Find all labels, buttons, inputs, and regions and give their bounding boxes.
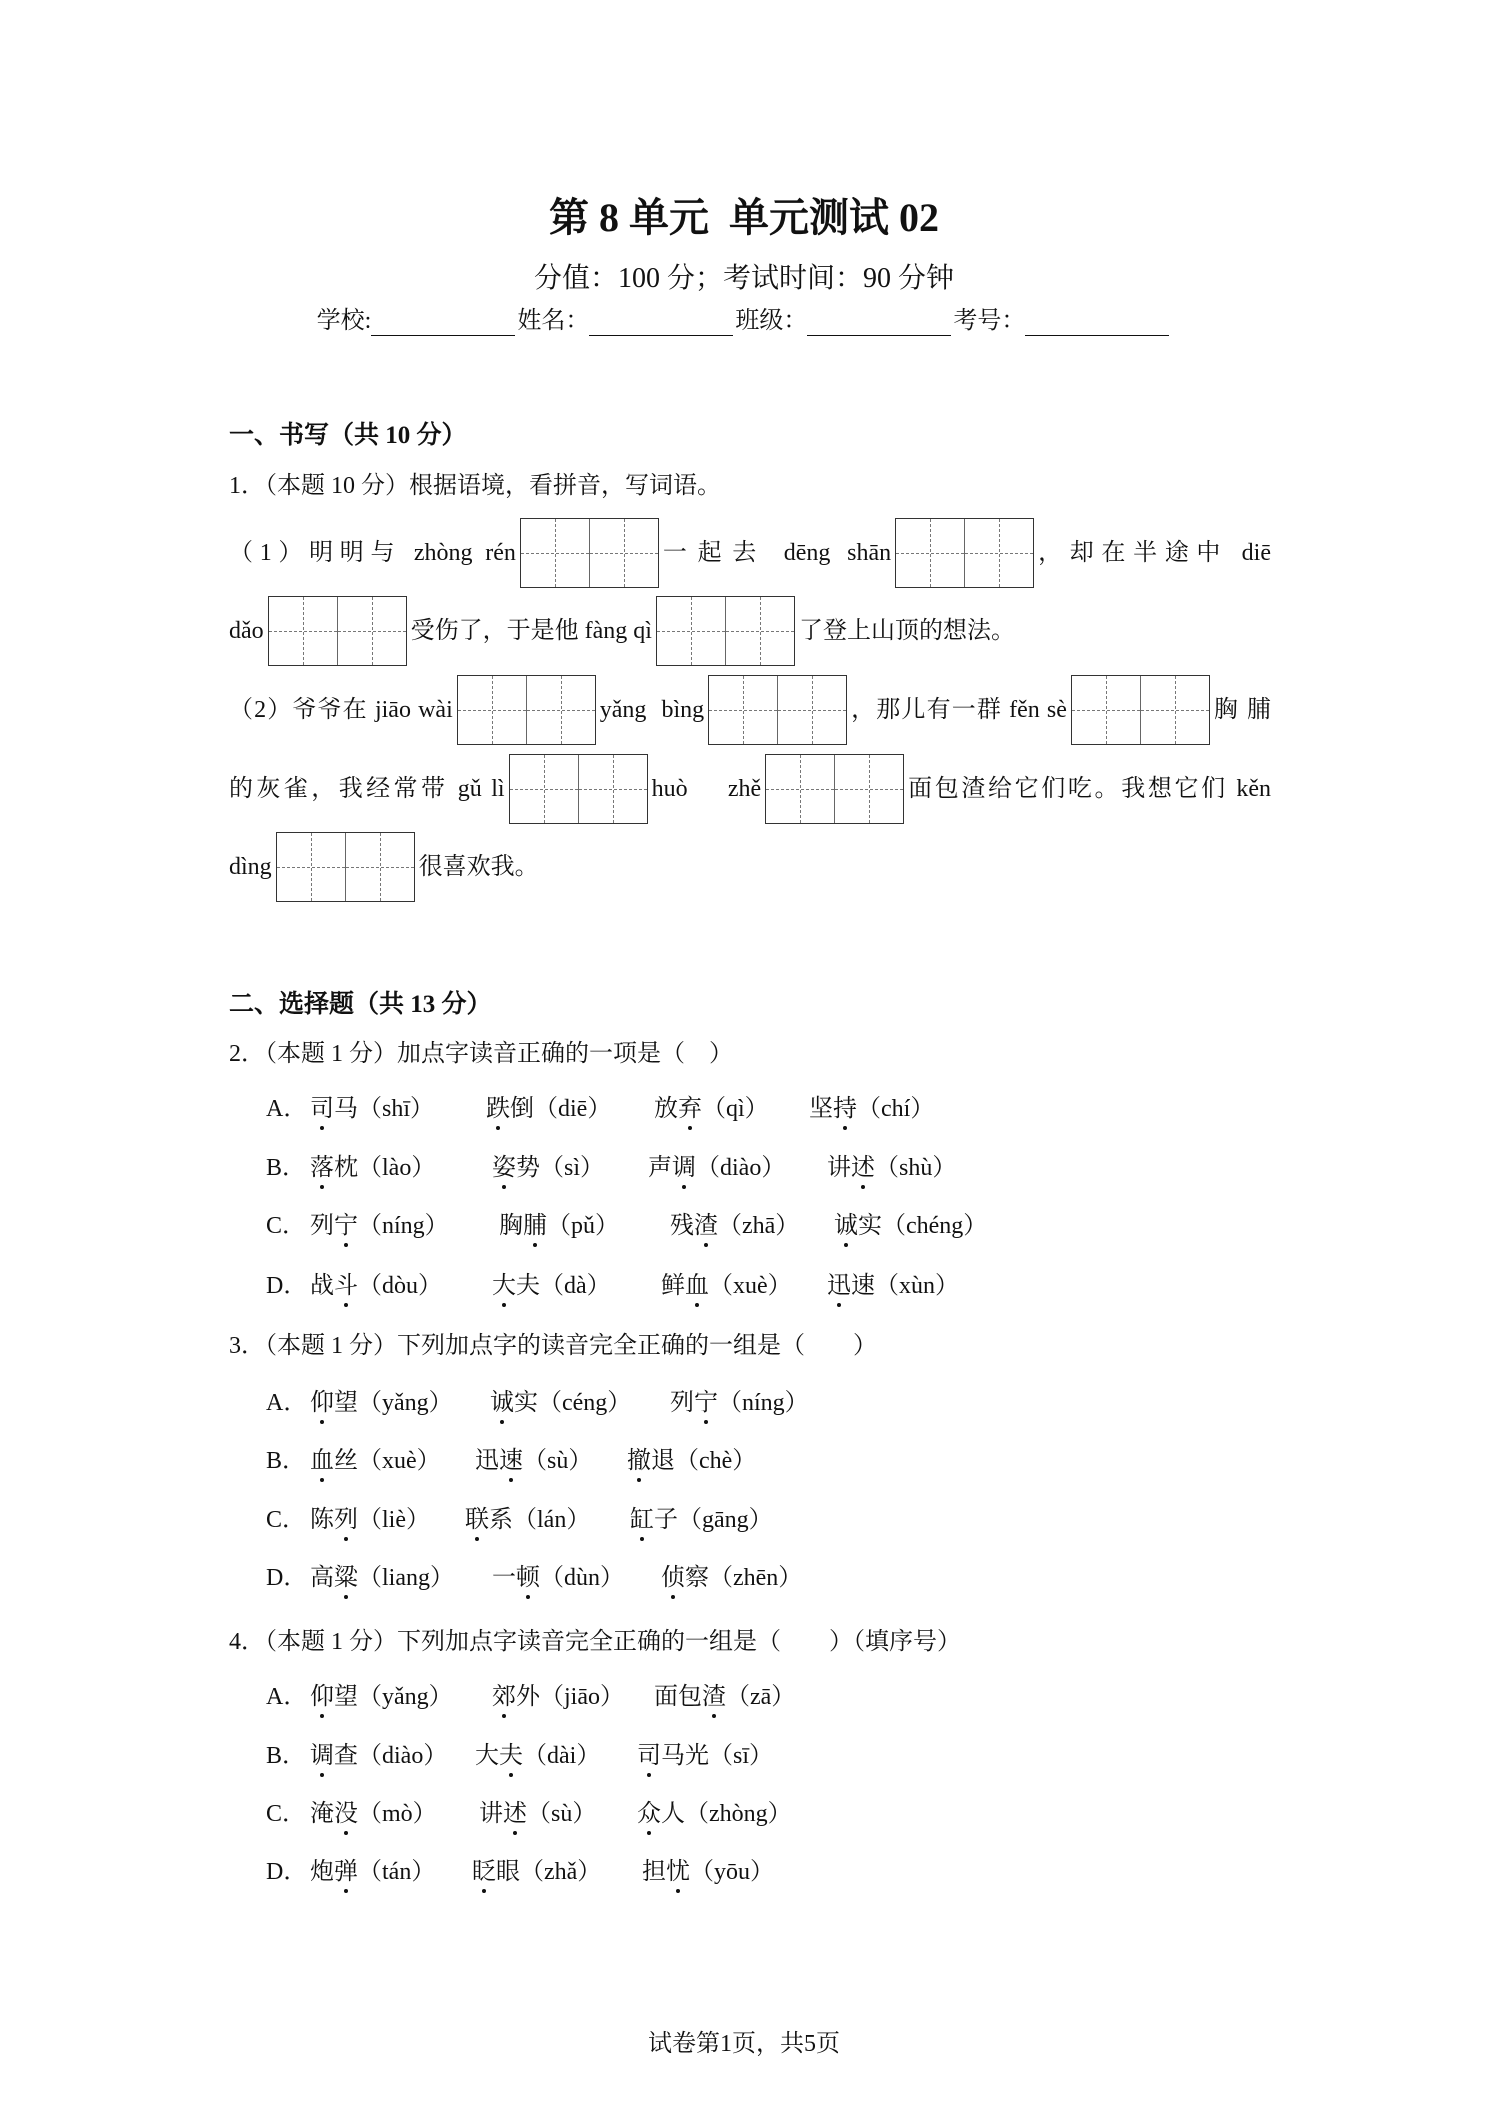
writing-cell [965, 519, 1033, 587]
option-pinyin: （zhòng） [685, 1801, 792, 1827]
option-word [637, 1740, 773, 1772]
option-word [670, 1210, 799, 1242]
writing-box [520, 518, 659, 588]
dotted-char: 仰 [310, 1681, 334, 1713]
writing-box [268, 596, 407, 666]
prompt-text: huò zhě [651, 776, 762, 802]
class-blank [807, 309, 951, 336]
dotted-char: 落 [310, 1152, 334, 1184]
question-text: 2．（本题 1 分）加点字读音正确的一项是（ ） [229, 1041, 733, 1067]
writing-line [229, 754, 1271, 824]
prompt-text: （1）明明与 zhòng rén [229, 540, 516, 566]
option-row [0, 1270, 1488, 1302]
exam-number-label: 考号： [953, 308, 1026, 334]
option-pinyin: （mò） [358, 1801, 437, 1827]
dotted-char: 述 [851, 1152, 875, 1184]
option-word [465, 1504, 590, 1536]
option-word [310, 1681, 453, 1713]
writing-cell [346, 833, 414, 901]
writing-line [229, 518, 1271, 588]
prompt-text: yǎng bìng [599, 697, 705, 723]
dotted-char: 夫 [499, 1740, 523, 1772]
page-footer: 试卷第1页，共5页 [648, 2031, 840, 2057]
dotted-char: 血 [310, 1445, 334, 1477]
dotted-char: 郊 [492, 1681, 516, 1713]
option-pinyin: （diē） [534, 1096, 612, 1122]
word-text: 望 [334, 1684, 358, 1710]
option-row [0, 1798, 1488, 1830]
word-text: 陈 [310, 1507, 334, 1533]
prompt-text: 面包渣给它们吃。我想它们 kěn [908, 776, 1272, 802]
dotted-char: 斗 [334, 1270, 358, 1302]
exam-title: 第 8 单元 单元测试 02 [549, 195, 939, 240]
option-word [475, 1445, 592, 1477]
writing-box [509, 754, 648, 824]
option-pinyin: （dà） [540, 1273, 611, 1299]
dotted-char: 联 [465, 1504, 489, 1536]
school-blank [371, 309, 515, 336]
option-word [661, 1562, 802, 1594]
option-word [654, 1093, 769, 1125]
option-pinyin: （yǎng） [358, 1684, 453, 1710]
option-word [479, 1798, 596, 1830]
option-letter: B． [266, 1448, 307, 1474]
dotted-char: 弃 [678, 1093, 702, 1125]
writing-box [1071, 675, 1210, 745]
option-pinyin: （liè） [358, 1507, 430, 1533]
dotted-char: 血 [685, 1270, 709, 1302]
option-row [0, 1562, 1488, 1594]
option-letter: C． [266, 1213, 307, 1239]
option-word [310, 1740, 447, 1772]
word-text: 列 [310, 1213, 334, 1239]
writing-cell [338, 597, 406, 665]
option-pinyin: （diào） [696, 1155, 786, 1181]
option-pinyin: （chè） [675, 1448, 757, 1474]
option-letter: C． [266, 1507, 307, 1533]
writing-cell [527, 676, 595, 744]
word-text: 速 [851, 1273, 875, 1299]
writing-cell [510, 755, 579, 823]
prompt-text: （2）爷爷在 jiāo wài [229, 697, 453, 723]
option-pinyin: （dùn） [540, 1565, 624, 1591]
writing-cell [1141, 676, 1209, 744]
option-pinyin: （diào） [358, 1743, 448, 1769]
dotted-char: 粱 [334, 1562, 358, 1594]
word-text: 胸 [499, 1213, 523, 1239]
option-word [637, 1798, 792, 1830]
option-word [490, 1387, 631, 1419]
option-pinyin: （lào） [358, 1155, 436, 1181]
word-text: 实 [858, 1213, 882, 1239]
option-pinyin: （tán） [358, 1859, 436, 1885]
exam-number-blank [1025, 309, 1169, 336]
word-text: 系 [489, 1507, 513, 1533]
option-pinyin: （yǎng） [358, 1390, 453, 1416]
dotted-char: 缸 [630, 1504, 654, 1536]
option-word [310, 1093, 434, 1125]
dotted-char: 调 [310, 1740, 334, 1772]
dotted-char: 撤 [627, 1445, 651, 1477]
option-pinyin: （sù） [527, 1801, 597, 1827]
option-pinyin: （níng） [718, 1390, 809, 1416]
word-text: 讲 [827, 1155, 851, 1181]
writing-cell [709, 676, 778, 744]
word-text: 残 [670, 1213, 694, 1239]
word-text: 丝 [334, 1448, 358, 1474]
writing-line [229, 832, 1271, 902]
dotted-char: 宁 [334, 1210, 358, 1242]
writing-box [765, 754, 904, 824]
word-text: 淹 [310, 1801, 334, 1827]
word-text: 实 [514, 1390, 538, 1416]
option-word [492, 1562, 624, 1594]
dotted-char: 仰 [310, 1387, 334, 1419]
dotted-char: 姿 [492, 1152, 516, 1184]
word-text: 察 [685, 1565, 709, 1591]
writing-cell [896, 519, 965, 587]
word-text: 大 [475, 1743, 499, 1769]
option-letter: D． [266, 1565, 308, 1591]
student-info-line [0, 302, 1488, 336]
option-row [0, 1210, 1488, 1242]
prompt-text: 很喜欢我。 [418, 854, 539, 880]
word-text: 马光 [661, 1743, 709, 1769]
dotted-char: 顿 [516, 1562, 540, 1594]
dotted-char: 渣 [702, 1681, 726, 1713]
writing-cell [835, 755, 903, 823]
word-text: 坚 [809, 1096, 833, 1122]
writing-box [895, 518, 1034, 588]
option-word [630, 1504, 773, 1536]
option-word [499, 1210, 619, 1242]
option-word [827, 1270, 959, 1302]
dotted-char: 持 [833, 1093, 857, 1125]
option-row [0, 1856, 1488, 1888]
dotted-char: 诚 [490, 1387, 514, 1419]
word-text: 一 [492, 1565, 516, 1591]
exam-subtitle: 分值：100 分；考试时间：90 分钟 [533, 263, 954, 294]
word-text: 战 [310, 1273, 334, 1299]
option-letter: A． [266, 1390, 308, 1416]
question-text: 3．（本题 1 分）下列加点字的读音完全正确的一组是（ ） [229, 1333, 877, 1359]
option-pinyin: （sī） [709, 1743, 774, 1769]
writing-box [276, 832, 415, 902]
option-word [834, 1210, 987, 1242]
writing-cell [590, 519, 658, 587]
word-text: 迅 [475, 1448, 499, 1474]
school-label: 学校: [316, 308, 372, 334]
dotted-char: 迅 [827, 1270, 851, 1302]
option-word [475, 1740, 600, 1772]
option-word [310, 1445, 441, 1477]
option-pinyin: （níng） [358, 1213, 449, 1239]
option-letter: A． [266, 1684, 308, 1710]
writing-cell [766, 755, 835, 823]
option-letter: C． [266, 1801, 307, 1827]
writing-box [708, 675, 847, 745]
prompt-text: 一起去 dēng shān [662, 540, 892, 566]
writing-cell [269, 597, 338, 665]
prompt-text: 胸脯 [1213, 697, 1271, 723]
option-pinyin: （zhǎ） [520, 1859, 602, 1885]
word-text: 马 [334, 1096, 358, 1122]
option-pinyin: （qì） [702, 1096, 769, 1122]
option-word [310, 1856, 435, 1888]
word-text: 声 [648, 1155, 672, 1181]
writing-cell [458, 676, 527, 744]
prompt-text: 了登上山顶的想法。 [798, 618, 1015, 644]
writing-cell [657, 597, 726, 665]
dotted-char: 司 [310, 1093, 334, 1125]
option-pinyin: （xùn） [875, 1273, 959, 1299]
option-pinyin: （chí） [857, 1096, 935, 1122]
option-pinyin: （xuè） [358, 1448, 441, 1474]
dotted-char: 众 [637, 1798, 661, 1830]
option-word [492, 1270, 611, 1302]
writing-cell [726, 597, 794, 665]
option-word [486, 1093, 611, 1125]
word-text: 外 [516, 1684, 540, 1710]
word-text: 面包 [654, 1684, 702, 1710]
section-heading: 一、书写（共 10 分） [229, 422, 467, 449]
name-blank [589, 309, 733, 336]
writing-box [656, 596, 795, 666]
writing-cell [277, 833, 346, 901]
dotted-char: 述 [503, 1798, 527, 1830]
option-pinyin: （pǔ） [547, 1213, 619, 1239]
word-text: 讲 [479, 1801, 503, 1827]
option-word [642, 1856, 774, 1888]
option-pinyin: （chéng） [882, 1213, 988, 1239]
dotted-char: 宁 [694, 1387, 718, 1419]
dotted-char: 侦 [661, 1562, 685, 1594]
prompt-text: dǎo [229, 618, 264, 644]
writing-cell [521, 519, 590, 587]
option-pinyin: （zhēn） [709, 1565, 803, 1591]
word-text: 放 [654, 1096, 678, 1122]
option-word [654, 1681, 795, 1713]
option-pinyin: （yōu） [690, 1859, 774, 1885]
option-word [827, 1152, 956, 1184]
word-text: 查 [334, 1743, 358, 1769]
option-row [0, 1152, 1488, 1184]
option-word [492, 1152, 604, 1184]
name-label: 姓名： [517, 308, 590, 334]
dotted-char: 速 [499, 1445, 523, 1477]
section-heading: 二、选择题（共 13 分） [229, 991, 492, 1018]
option-word [670, 1387, 809, 1419]
option-letter: B． [266, 1155, 307, 1181]
prompt-text: dìng [229, 854, 272, 880]
option-letter: D． [266, 1859, 308, 1885]
dotted-char: 弹 [334, 1856, 358, 1888]
dotted-char: 大 [492, 1270, 516, 1302]
prompt-text: ，却在半途中 diē [1038, 540, 1272, 566]
option-letter: D． [266, 1273, 308, 1299]
option-pinyin: （sù） [523, 1448, 593, 1474]
option-pinyin: （dòu） [358, 1273, 442, 1299]
option-word [310, 1504, 430, 1536]
word-text: 望 [334, 1390, 358, 1416]
option-row [0, 1681, 1488, 1713]
option-row [0, 1387, 1488, 1419]
writing-line [229, 675, 1271, 745]
word-text: 倒 [510, 1096, 534, 1122]
writing-cell [1072, 676, 1141, 744]
word-text: 人 [661, 1801, 685, 1827]
word-text: 高 [310, 1565, 334, 1591]
option-word [310, 1152, 435, 1184]
word-text: 担 [642, 1859, 666, 1885]
dotted-char: 跌 [486, 1093, 510, 1125]
option-pinyin: （sì） [540, 1155, 605, 1181]
writing-cell [579, 755, 647, 823]
writing-line [229, 596, 1271, 666]
option-pinyin: （zā） [726, 1684, 796, 1710]
dotted-char: 列 [334, 1504, 358, 1536]
question-text: 1．（本题 10 分）根据语境，看拼音，写词语。 [229, 473, 721, 499]
option-letter: B． [266, 1743, 307, 1769]
word-text: 退 [651, 1448, 675, 1474]
option-row [0, 1445, 1488, 1477]
prompt-text: ，那儿有一群 fěn sè [851, 697, 1067, 723]
dotted-char: 没 [334, 1798, 358, 1830]
word-text: 炮 [310, 1859, 334, 1885]
dotted-char: 渣 [694, 1210, 718, 1242]
option-letter: A． [266, 1096, 308, 1122]
option-word [310, 1210, 449, 1242]
question-text: 4．（本题 1 分）下列加点字读音完全正确的一组是（ ）（填序号） [229, 1629, 961, 1655]
option-pinyin: （gāng） [678, 1507, 773, 1533]
word-text: 眼 [496, 1859, 520, 1885]
word-text: 鲜 [661, 1273, 685, 1299]
option-pinyin: （lán） [513, 1507, 591, 1533]
word-text: 列 [670, 1390, 694, 1416]
option-pinyin: （liang） [358, 1565, 454, 1591]
dotted-char: 诚 [834, 1210, 858, 1242]
option-word [310, 1798, 437, 1830]
dotted-char: 眨 [472, 1856, 496, 1888]
option-pinyin: （dài） [523, 1743, 601, 1769]
option-word [648, 1152, 785, 1184]
word-text: 势 [516, 1155, 540, 1181]
word-text: 夫 [516, 1273, 540, 1299]
writing-box [457, 675, 596, 745]
word-text: 枕 [334, 1155, 358, 1181]
option-pinyin: （zhā） [718, 1213, 800, 1239]
dotted-char: 调 [672, 1152, 696, 1184]
option-word [627, 1445, 756, 1477]
option-row [0, 1093, 1488, 1125]
option-row [0, 1504, 1488, 1536]
prompt-text: 的灰雀，我经常带 gǔ lì [229, 776, 505, 802]
option-pinyin: （céng） [538, 1390, 632, 1416]
option-word [310, 1387, 453, 1419]
dotted-char: 司 [637, 1740, 661, 1772]
option-word [472, 1856, 601, 1888]
option-row [0, 1740, 1488, 1772]
option-pinyin: （shī） [358, 1096, 435, 1122]
dotted-char: 脯 [523, 1210, 547, 1242]
option-pinyin: （shù） [875, 1155, 957, 1181]
dotted-char: 忧 [666, 1856, 690, 1888]
option-word [661, 1270, 792, 1302]
option-pinyin: （jiāo） [540, 1684, 624, 1710]
option-pinyin: （xuè） [709, 1273, 792, 1299]
option-word [809, 1093, 934, 1125]
word-text: 子 [654, 1507, 678, 1533]
prompt-text: 受伤了，于是他 fàng qì [410, 618, 652, 644]
option-word [310, 1270, 442, 1302]
option-word [492, 1681, 624, 1713]
writing-cell [778, 676, 846, 744]
class-label: 班级： [735, 308, 808, 334]
option-word [310, 1562, 454, 1594]
